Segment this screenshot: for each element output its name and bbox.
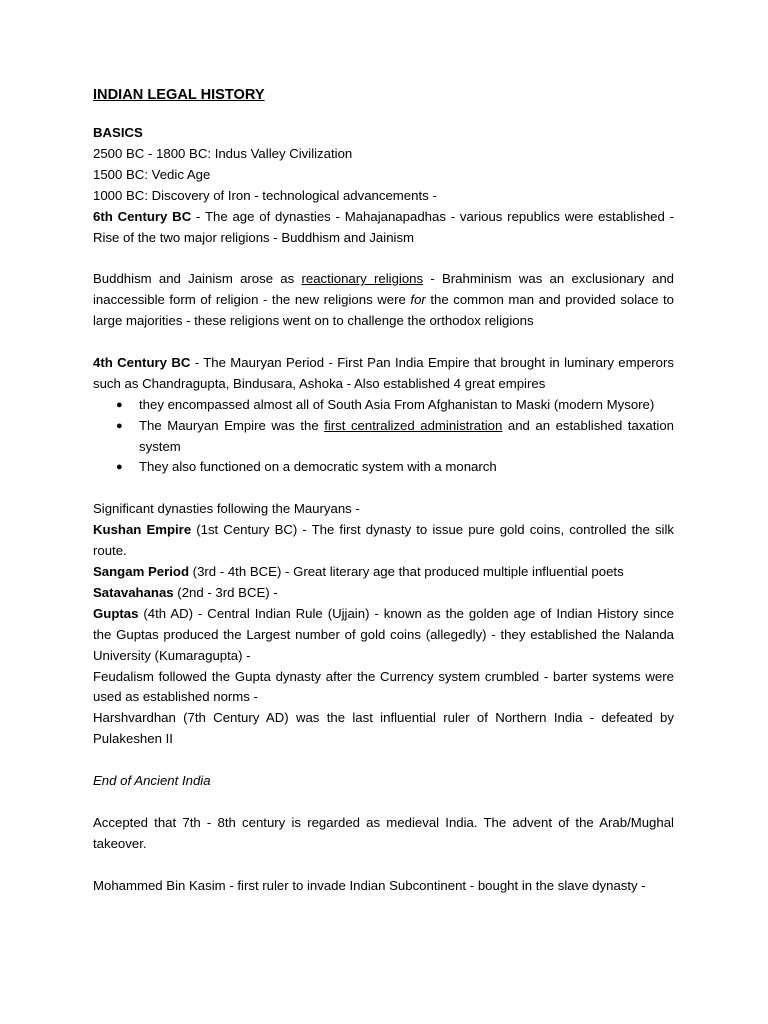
timeline-vedic: 1500 BC: Vedic Age [93,166,211,182]
bullet-icon: ● [116,398,123,411]
kasim-paragraph: Mohammed Bin Kasim - first ruler to invade Indian Subcontinent - bought in the slave dynasty - [93,877,646,893]
feudalism-entry: Feudalism followed the Gupta dynasty after the Currency system crumbled - barter systems were used as established norms - [93,668,674,705]
kushan-entry: Kushan Empire (1st Century BC) - The first dynasty to issue pure gold coins, controlled the silk route. [93,522,674,559]
basics-heading: BASICS [93,125,143,140]
satavahana-entry: Satavahanas (2nd - 3rd BCE) - [93,584,278,600]
bullet-icon: ● [116,461,123,474]
document-title: INDIAN LEGAL HISTORY [93,87,265,103]
timeline-6th-century: 6th Century BC - The age of dynasties - Mahajanapadhas - various republics were established - Rise of the two major religions - Buddhism and Jainism [93,208,675,245]
list-item: ● The Mauryan Empire was the first centralized administration and an established taxation system [116,417,674,454]
medieval-paragraph: Accepted that 7th - 8th century is regarded as medieval India. The advent of the Arab/Mughal takeover. [93,814,674,851]
guptas-entry: Guptas (4th AD) - Central Indian Rule (Ujjain) - known as the golden age of Indian History since the Guptas produced the Largest number of gold coins (allegedly) - they established the Nalanda University (Kumaragupta) - [93,605,674,663]
timeline-iron: 1000 BC: Discovery of Iron - technological advancements - [93,187,437,203]
list-item: ● They also functioned on a democratic system with a monarch [93,457,674,478]
mauryan-bullet-list [93,395,674,479]
mauryan-paragraph: 4th Century BC - The Mauryan Period - First Pan India Empire that brought in luminary emperors such as Chandragupta, Bindusara, Ashoka - Also established 4 great empires [93,354,675,391]
timeline-indus: 2500 BC - 1800 BC: Indus Valley Civilization [93,145,353,161]
bullet-icon: ● [116,419,123,432]
harshvardhan-entry: Harshvardhan (7th Century AD) was the last influential ruler of Northern India - defeated by Pulakeshen II [93,710,674,747]
dynasties-intro: Significant dynasties following the Mauryans - [93,501,360,517]
end-ancient-heading: End of Ancient India [93,773,211,789]
list-item: ● they encompassed almost all of South Asia From Afghanistan to Maski (modern Mysore) [93,395,674,416]
religion-paragraph: Buddhism and Jainism arose as reactionary religions - Brahminism was an exclusionary and inaccessible form of religion - the new religions were for the common man and provided solace to large majorities - these religions went on to challenge the orthodox religions [93,271,674,329]
sangam-entry: Sangam Period (3rd - 4th BCE) - Great literary age that produced multiple influential poets [93,563,624,579]
